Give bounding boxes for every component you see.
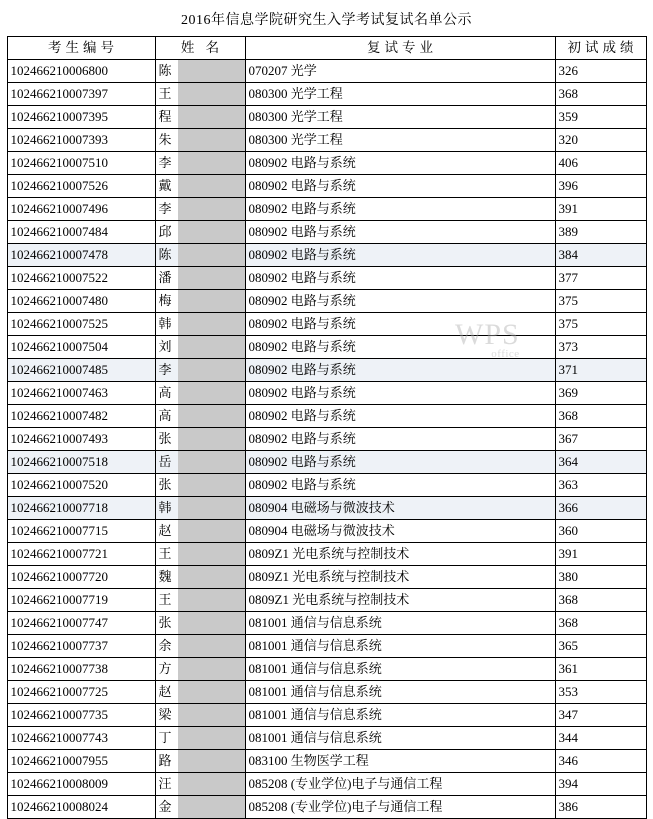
cell-candidate-id: 102466210007520 bbox=[7, 474, 155, 497]
candidate-surname: 刘 bbox=[158, 339, 172, 354]
cell-candidate-name bbox=[155, 474, 245, 497]
cell-major: 083100 生物医学工程 bbox=[245, 750, 555, 773]
table-row bbox=[7, 796, 646, 819]
watermark-text: WPS bbox=[455, 318, 520, 351]
candidate-surname: 陈 bbox=[158, 247, 172, 262]
candidate-surname: 余 bbox=[158, 638, 172, 653]
candidate-surname: 金 bbox=[158, 799, 172, 814]
table-row bbox=[7, 267, 646, 290]
cell-candidate-id: 102466210007738 bbox=[7, 658, 155, 681]
cell-score: 396 bbox=[555, 175, 646, 198]
cell-score: 367 bbox=[555, 428, 646, 451]
cell-candidate-id: 102466210007493 bbox=[7, 428, 155, 451]
cell-score: 369 bbox=[555, 382, 646, 405]
table-header-row bbox=[7, 37, 646, 60]
table-row bbox=[7, 543, 646, 566]
cell-candidate-name bbox=[155, 405, 245, 428]
cell-candidate-id: 102466210007747 bbox=[7, 612, 155, 635]
cell-major: 085208 (专业学位)电子与通信工程 bbox=[245, 796, 555, 819]
table-row bbox=[7, 773, 646, 796]
table-row bbox=[7, 129, 646, 152]
candidate-surname: 路 bbox=[158, 753, 172, 768]
redaction-block bbox=[178, 566, 245, 588]
candidate-surname: 韩 bbox=[158, 316, 172, 331]
cell-major: 081001 通信与信息系统 bbox=[245, 658, 555, 681]
page-title: 2016年信息学院研究生入学考试复试名单公示 bbox=[181, 13, 472, 28]
candidate-surname: 岳 bbox=[158, 454, 172, 469]
table-row bbox=[7, 635, 646, 658]
table-row bbox=[7, 244, 646, 267]
cell-score: 371 bbox=[555, 359, 646, 382]
table-row bbox=[7, 175, 646, 198]
redaction-block bbox=[178, 428, 245, 450]
cell-candidate-name bbox=[155, 704, 245, 727]
cell-candidate-name bbox=[155, 451, 245, 474]
cell-candidate-id: 102466210007480 bbox=[7, 290, 155, 313]
redaction-block bbox=[178, 175, 245, 197]
redaction-block bbox=[178, 290, 245, 312]
cell-candidate-id: 102466210007718 bbox=[7, 497, 155, 520]
candidate-surname: 赵 bbox=[158, 523, 172, 538]
cell-major: 080904 电磁场与微波技术 bbox=[245, 497, 555, 520]
candidate-surname: 汪 bbox=[158, 776, 172, 791]
redaction-block bbox=[178, 658, 245, 680]
redaction-block bbox=[178, 60, 245, 82]
table-row bbox=[7, 428, 646, 451]
candidate-surname: 高 bbox=[158, 408, 172, 423]
redaction-block bbox=[178, 382, 245, 404]
cell-major: 080902 电路与系统 bbox=[245, 175, 555, 198]
cell-score: 361 bbox=[555, 658, 646, 681]
cell-candidate-id: 102466210007721 bbox=[7, 543, 155, 566]
cell-score: 391 bbox=[555, 543, 646, 566]
cell-score: 368 bbox=[555, 83, 646, 106]
redaction-block bbox=[178, 336, 245, 358]
cell-major: 0809Z1 光电系统与控制技术 bbox=[245, 589, 555, 612]
cell-major: 080902 电路与系统 bbox=[245, 382, 555, 405]
cell-candidate-id: 102466210007395 bbox=[7, 106, 155, 129]
table-row bbox=[7, 359, 646, 382]
table-row bbox=[7, 451, 646, 474]
cell-score: 368 bbox=[555, 405, 646, 428]
cell-candidate-id: 102466210007955 bbox=[7, 750, 155, 773]
candidate-surname: 梅 bbox=[158, 293, 172, 308]
cell-candidate-name bbox=[155, 198, 245, 221]
cell-candidate-name bbox=[155, 267, 245, 290]
redaction-block bbox=[178, 681, 245, 703]
cell-candidate-name bbox=[155, 244, 245, 267]
cell-major: 080902 电路与系统 bbox=[245, 428, 555, 451]
candidate-surname: 丁 bbox=[158, 730, 172, 745]
cell-major: 080902 电路与系统 bbox=[245, 152, 555, 175]
candidate-surname: 张 bbox=[158, 431, 172, 446]
table-row bbox=[7, 382, 646, 405]
table-row bbox=[7, 589, 646, 612]
table-row bbox=[7, 612, 646, 635]
table-row bbox=[7, 658, 646, 681]
cell-candidate-id: 102466210007482 bbox=[7, 405, 155, 428]
cell-candidate-name bbox=[155, 83, 245, 106]
cell-score: 326 bbox=[555, 60, 646, 83]
cell-score: 380 bbox=[555, 566, 646, 589]
redaction-block bbox=[178, 83, 245, 105]
cell-major: 080300 光学工程 bbox=[245, 129, 555, 152]
cell-candidate-name bbox=[155, 543, 245, 566]
cell-major: 080902 电路与系统 bbox=[245, 267, 555, 290]
candidate-surname: 潘 bbox=[158, 270, 172, 285]
cell-score: 360 bbox=[555, 520, 646, 543]
cell-major: 080902 电路与系统 bbox=[245, 290, 555, 313]
cell-major: 0809Z1 光电系统与控制技术 bbox=[245, 543, 555, 566]
cell-candidate-id: 102466210007719 bbox=[7, 589, 155, 612]
redaction-block bbox=[178, 612, 245, 634]
column-header-score: 初试成绩 bbox=[555, 37, 646, 60]
cell-candidate-name bbox=[155, 152, 245, 175]
table-row bbox=[7, 152, 646, 175]
redaction-block bbox=[178, 750, 245, 772]
table-body bbox=[7, 60, 646, 819]
redaction-block bbox=[178, 704, 245, 726]
cell-candidate-id: 102466210007393 bbox=[7, 129, 155, 152]
cell-candidate-name bbox=[155, 796, 245, 819]
cell-score: 377 bbox=[555, 267, 646, 290]
table-row bbox=[7, 313, 646, 336]
cell-score: 344 bbox=[555, 727, 646, 750]
cell-candidate-name bbox=[155, 175, 245, 198]
cell-candidate-id: 102466210007526 bbox=[7, 175, 155, 198]
candidate-surname: 张 bbox=[158, 615, 172, 630]
table-row bbox=[7, 83, 646, 106]
redaction-block bbox=[178, 198, 245, 220]
cell-candidate-id: 102466210006800 bbox=[7, 60, 155, 83]
cell-candidate-name bbox=[155, 382, 245, 405]
cell-score: 394 bbox=[555, 773, 646, 796]
cell-score: 363 bbox=[555, 474, 646, 497]
cell-candidate-id: 102466210007504 bbox=[7, 336, 155, 359]
cell-major: 080902 电路与系统 bbox=[245, 359, 555, 382]
cell-major: 080902 电路与系统 bbox=[245, 474, 555, 497]
cell-score: 389 bbox=[555, 221, 646, 244]
cell-score: 384 bbox=[555, 244, 646, 267]
cell-candidate-id: 102466210008024 bbox=[7, 796, 155, 819]
redaction-block bbox=[178, 405, 245, 427]
redaction-block bbox=[178, 497, 245, 519]
table-row bbox=[7, 520, 646, 543]
cell-major: 080902 电路与系统 bbox=[245, 405, 555, 428]
redaction-block bbox=[178, 773, 245, 795]
candidate-surname: 李 bbox=[158, 201, 172, 216]
cell-score: 320 bbox=[555, 129, 646, 152]
cell-major: 080902 电路与系统 bbox=[245, 198, 555, 221]
cell-candidate-id: 102466210007720 bbox=[7, 566, 155, 589]
cell-candidate-name bbox=[155, 681, 245, 704]
redaction-block bbox=[178, 474, 245, 496]
cell-score: 364 bbox=[555, 451, 646, 474]
candidate-surname: 张 bbox=[158, 477, 172, 492]
cell-score: 346 bbox=[555, 750, 646, 773]
cell-major: 080904 电磁场与微波技术 bbox=[245, 520, 555, 543]
cell-candidate-id: 102466210007525 bbox=[7, 313, 155, 336]
candidate-surname: 陈 bbox=[158, 63, 172, 78]
cell-score: 368 bbox=[555, 612, 646, 635]
redaction-block bbox=[178, 520, 245, 542]
cell-candidate-name bbox=[155, 658, 245, 681]
column-header-name: 姓 名 bbox=[155, 37, 245, 60]
table-row bbox=[7, 750, 646, 773]
cell-candidate-id: 102466210007397 bbox=[7, 83, 155, 106]
redaction-block bbox=[178, 267, 245, 289]
table-row bbox=[7, 497, 646, 520]
cell-candidate-id: 102466210007715 bbox=[7, 520, 155, 543]
candidate-surname: 梁 bbox=[158, 707, 172, 722]
redaction-block bbox=[178, 313, 245, 335]
cell-major: 081001 通信与信息系统 bbox=[245, 635, 555, 658]
candidate-surname: 赵 bbox=[158, 684, 172, 699]
table-row bbox=[7, 405, 646, 428]
cell-candidate-name bbox=[155, 359, 245, 382]
cell-major: 080902 电路与系统 bbox=[245, 336, 555, 359]
candidate-surname: 韩 bbox=[158, 500, 172, 515]
candidate-surname: 戴 bbox=[158, 178, 172, 193]
candidate-surname: 朱 bbox=[158, 132, 172, 147]
cell-major: 080902 电路与系统 bbox=[245, 221, 555, 244]
cell-candidate-name bbox=[155, 612, 245, 635]
redaction-block bbox=[178, 129, 245, 151]
cell-major: 081001 通信与信息系统 bbox=[245, 704, 555, 727]
redaction-block bbox=[178, 589, 245, 611]
candidate-surname: 程 bbox=[158, 109, 172, 124]
candidate-surname: 魏 bbox=[158, 569, 172, 584]
cell-candidate-id: 102466210007735 bbox=[7, 704, 155, 727]
watermark-subtext: office bbox=[491, 348, 520, 360]
cell-major: 080902 电路与系统 bbox=[245, 244, 555, 267]
cell-major: 080902 电路与系统 bbox=[245, 451, 555, 474]
cell-score: 386 bbox=[555, 796, 646, 819]
candidate-surname: 高 bbox=[158, 385, 172, 400]
table-row bbox=[7, 221, 646, 244]
candidate-surname: 李 bbox=[158, 155, 172, 170]
cell-candidate-name bbox=[155, 727, 245, 750]
cell-candidate-id: 102466210007522 bbox=[7, 267, 155, 290]
cell-candidate-name bbox=[155, 129, 245, 152]
cell-candidate-name bbox=[155, 336, 245, 359]
table-row bbox=[7, 106, 646, 129]
table-row bbox=[7, 198, 646, 221]
cell-major: 085208 (专业学位)电子与通信工程 bbox=[245, 773, 555, 796]
cell-candidate-name bbox=[155, 566, 245, 589]
redaction-block bbox=[178, 359, 245, 381]
cell-candidate-name bbox=[155, 60, 245, 83]
candidate-surname: 王 bbox=[158, 86, 172, 101]
cell-score: 359 bbox=[555, 106, 646, 129]
table-row bbox=[7, 727, 646, 750]
table-row bbox=[7, 60, 646, 83]
cell-major: 0809Z1 光电系统与控制技术 bbox=[245, 566, 555, 589]
candidate-surname: 李 bbox=[158, 362, 172, 377]
table-row bbox=[7, 474, 646, 497]
cell-major: 081001 通信与信息系统 bbox=[245, 681, 555, 704]
candidate-surname: 方 bbox=[158, 661, 172, 676]
cell-candidate-id: 102466210007725 bbox=[7, 681, 155, 704]
table-row bbox=[7, 681, 646, 704]
cell-candidate-name bbox=[155, 589, 245, 612]
cell-candidate-id: 102466210007496 bbox=[7, 198, 155, 221]
redaction-block bbox=[178, 152, 245, 174]
redaction-block bbox=[178, 796, 245, 818]
redaction-block bbox=[178, 543, 245, 565]
cell-score: 406 bbox=[555, 152, 646, 175]
cell-candidate-id: 102466210007737 bbox=[7, 635, 155, 658]
cell-major: 081001 通信与信息系统 bbox=[245, 727, 555, 750]
cell-candidate-name bbox=[155, 773, 245, 796]
cell-score: 347 bbox=[555, 704, 646, 727]
cell-score: 375 bbox=[555, 313, 646, 336]
cell-candidate-id: 102466210007510 bbox=[7, 152, 155, 175]
cell-candidate-name bbox=[155, 290, 245, 313]
admission-roster-table bbox=[7, 36, 647, 819]
cell-candidate-id: 102466210007478 bbox=[7, 244, 155, 267]
table-row bbox=[7, 290, 646, 313]
cell-candidate-id: 102466210007485 bbox=[7, 359, 155, 382]
cell-score: 375 bbox=[555, 290, 646, 313]
cell-candidate-name bbox=[155, 106, 245, 129]
cell-major: 070207 光学 bbox=[245, 60, 555, 83]
cell-major: 081001 通信与信息系统 bbox=[245, 612, 555, 635]
cell-major: 080300 光学工程 bbox=[245, 83, 555, 106]
cell-score: 366 bbox=[555, 497, 646, 520]
cell-candidate-id: 102466210007743 bbox=[7, 727, 155, 750]
candidate-surname: 邱 bbox=[158, 224, 172, 239]
redaction-block bbox=[178, 106, 245, 128]
cell-candidate-name bbox=[155, 635, 245, 658]
candidate-surname: 王 bbox=[158, 592, 172, 607]
cell-candidate-id: 102466210008009 bbox=[7, 773, 155, 796]
column-header-id: 考生编号 bbox=[7, 37, 155, 60]
redaction-block bbox=[178, 727, 245, 749]
column-header-major: 复试专业 bbox=[245, 37, 555, 60]
cell-score: 353 bbox=[555, 681, 646, 704]
redaction-block bbox=[178, 244, 245, 266]
candidate-surname: 王 bbox=[158, 546, 172, 561]
cell-candidate-name bbox=[155, 221, 245, 244]
cell-score: 365 bbox=[555, 635, 646, 658]
redaction-block bbox=[178, 635, 245, 657]
cell-candidate-name bbox=[155, 313, 245, 336]
cell-major: 080902 电路与系统 bbox=[245, 313, 555, 336]
cell-candidate-name bbox=[155, 750, 245, 773]
cell-candidate-name bbox=[155, 520, 245, 543]
cell-score: 391 bbox=[555, 198, 646, 221]
cell-candidate-id: 102466210007484 bbox=[7, 221, 155, 244]
cell-score: 368 bbox=[555, 589, 646, 612]
cell-candidate-id: 102466210007518 bbox=[7, 451, 155, 474]
redaction-block bbox=[178, 221, 245, 243]
cell-candidate-id: 102466210007463 bbox=[7, 382, 155, 405]
cell-score: 373 bbox=[555, 336, 646, 359]
cell-major: 080300 光学工程 bbox=[245, 106, 555, 129]
table-row bbox=[7, 704, 646, 727]
cell-candidate-name bbox=[155, 428, 245, 451]
table-row bbox=[7, 566, 646, 589]
cell-candidate-name bbox=[155, 497, 245, 520]
table-row bbox=[7, 336, 646, 359]
redaction-block bbox=[178, 451, 245, 473]
